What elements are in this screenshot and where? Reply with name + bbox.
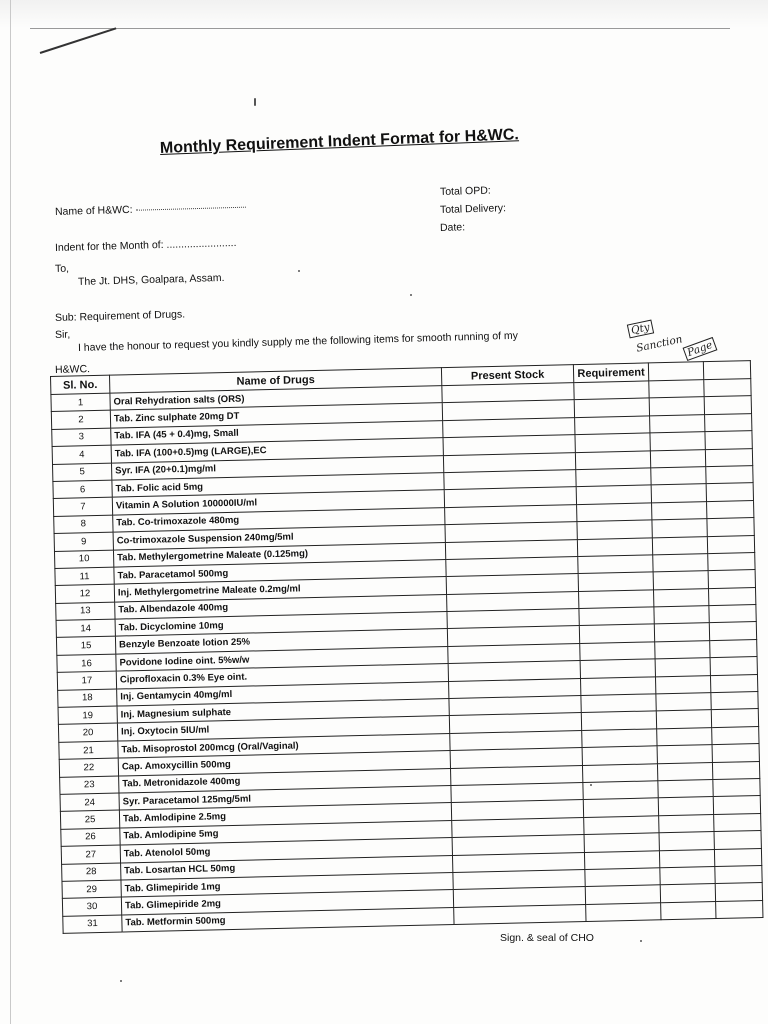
row-drug-name: Tab. Misoprostol 200mcg (Oral/Vaginal) bbox=[118, 733, 450, 758]
row-drug-name: Inj. Oxytocin 5IU/ml bbox=[117, 716, 449, 741]
row-page bbox=[704, 379, 751, 397]
row-sl-no: 29 bbox=[62, 880, 121, 899]
row-requirement bbox=[583, 781, 658, 800]
row-drug-name: Inj. Magnesium sulphate bbox=[117, 699, 449, 724]
row-requirement bbox=[578, 572, 653, 591]
row-qty-sanction bbox=[659, 814, 714, 833]
row-sl-no: 21 bbox=[59, 741, 118, 760]
row-page bbox=[716, 900, 763, 918]
row-page bbox=[713, 778, 760, 796]
row-drug-name: Tab. Metronidazole 400mg bbox=[119, 768, 451, 793]
handwritten-page: Page bbox=[685, 338, 715, 360]
row-drug-name: Tab. Albendazole 400mg bbox=[115, 594, 447, 619]
date-label: Date: bbox=[439, 221, 466, 234]
row-page bbox=[709, 622, 756, 640]
row-page bbox=[710, 674, 757, 692]
row-sl-no: 12 bbox=[55, 584, 114, 603]
row-page bbox=[706, 483, 753, 501]
row-sl-no: 19 bbox=[58, 706, 117, 725]
row-page bbox=[707, 535, 754, 553]
scan-speck bbox=[254, 98, 256, 106]
row-drug-name: Inj. Methylergometrine Maleate 0.2mg/ml bbox=[114, 577, 446, 602]
drug-requirement-table bbox=[50, 360, 763, 934]
row-sl-no: 16 bbox=[57, 654, 116, 673]
row-sl-no: 2 bbox=[51, 411, 110, 430]
row-requirement bbox=[583, 798, 658, 817]
signature-label: Sign. & seal of CHO bbox=[500, 932, 594, 944]
row-sl-no: 15 bbox=[56, 637, 115, 656]
row-requirement bbox=[580, 659, 655, 678]
row-drug-name: Tab. IFA (45 + 0.4)mg, Small bbox=[111, 420, 443, 445]
name-of-hwc-label bbox=[55, 201, 246, 218]
row-sl-no: 23 bbox=[60, 776, 119, 795]
row-drug-name: Povidone Iodine oint. 5%w/w bbox=[116, 646, 448, 671]
row-qty-sanction bbox=[653, 571, 708, 590]
row-page bbox=[708, 570, 755, 588]
row-requirement bbox=[581, 711, 656, 730]
row-drug-name: Oral Rehydration salts (ORS) bbox=[110, 386, 442, 411]
scan-speck bbox=[120, 980, 122, 982]
row-drug-name: Tab. Losartan HCL 50mg bbox=[121, 855, 453, 880]
row-drug-name: Ciprofloxacin 0.3% Eye oint. bbox=[116, 664, 448, 689]
handwritten-qty-note bbox=[627, 320, 654, 339]
row-qty-sanction bbox=[654, 588, 709, 607]
row-sl-no: 17 bbox=[57, 671, 116, 690]
row-qty-sanction bbox=[649, 380, 704, 399]
row-page bbox=[711, 692, 758, 710]
row-requirement bbox=[584, 833, 659, 852]
row-sl-no: 3 bbox=[52, 428, 111, 447]
col-header-requirement: Requirement bbox=[573, 363, 648, 383]
row-requirement bbox=[575, 433, 650, 452]
row-requirement bbox=[574, 398, 649, 417]
row-sl-no: 11 bbox=[55, 567, 114, 586]
row-qty-sanction bbox=[652, 519, 707, 538]
row-drug-name: Cap. Amoxycillin 500mg bbox=[118, 751, 450, 776]
row-sl-no: 1 bbox=[51, 393, 110, 412]
row-requirement bbox=[582, 729, 657, 748]
row-sl-no: 22 bbox=[59, 758, 118, 777]
addressee-text: The Jt. DHS, Goalpara, Assam. bbox=[77, 271, 225, 288]
row-requirement bbox=[576, 468, 651, 487]
row-sl-no: 28 bbox=[62, 863, 121, 882]
row-qty-sanction bbox=[656, 693, 711, 712]
row-drug-name: Tab. Folic acid 5mg bbox=[112, 473, 444, 498]
pen-stroke bbox=[40, 27, 117, 54]
row-requirement bbox=[575, 416, 650, 435]
row-requirement bbox=[585, 885, 660, 904]
row-page bbox=[712, 761, 759, 779]
row-qty-sanction bbox=[656, 710, 711, 729]
row-qty-sanction bbox=[650, 432, 705, 451]
col-header-present-stock: Present Stock bbox=[441, 365, 573, 386]
row-requirement bbox=[584, 816, 659, 835]
row-drug-name: Tab. Glimepiride 1mg bbox=[121, 872, 453, 897]
row-qty-sanction bbox=[660, 884, 715, 903]
row-drug-name: Tab. Paracetamol 500mg bbox=[114, 559, 446, 584]
row-page bbox=[712, 744, 759, 762]
row-sl-no: 13 bbox=[56, 602, 115, 621]
row-sl-no: 30 bbox=[62, 897, 121, 916]
row-sl-no: 26 bbox=[61, 828, 120, 847]
row-qty-sanction bbox=[653, 554, 708, 573]
row-sl-no: 8 bbox=[54, 515, 113, 534]
row-drug-name: Tab. Amlodipine 5mg bbox=[120, 820, 452, 845]
request-body-text: I have the honour to request you kindly supply me the following items for smooth running of my bbox=[77, 329, 519, 354]
row-requirement bbox=[579, 624, 654, 643]
row-requirement bbox=[577, 520, 652, 539]
salutation-text: Sir, bbox=[54, 328, 71, 341]
row-page bbox=[714, 813, 761, 831]
handwritten-qty: Qty bbox=[629, 321, 651, 337]
col-header-qty-sanction bbox=[648, 362, 703, 381]
row-page bbox=[707, 518, 754, 536]
row-page bbox=[713, 796, 760, 814]
row-qty-sanction bbox=[659, 832, 714, 851]
scan-speck bbox=[590, 784, 592, 786]
row-requirement bbox=[584, 850, 659, 869]
row-qty-sanction bbox=[655, 658, 710, 677]
row-sl-no: 18 bbox=[58, 689, 117, 708]
row-present-stock bbox=[454, 904, 586, 924]
row-requirement bbox=[576, 485, 651, 504]
row-drug-name: Benzyle Benzoate lotion 25% bbox=[115, 629, 447, 654]
row-drug-name: Tab. Dicyclomine 10mg bbox=[115, 612, 447, 637]
row-qty-sanction bbox=[660, 866, 715, 885]
row-requirement bbox=[581, 694, 656, 713]
row-page bbox=[704, 396, 751, 414]
scan-left-edge bbox=[10, 0, 11, 1024]
row-qty-sanction bbox=[652, 501, 707, 520]
row-requirement bbox=[577, 503, 652, 522]
scan-top-edge bbox=[30, 28, 730, 29]
row-sl-no: 5 bbox=[52, 463, 111, 482]
row-page bbox=[708, 552, 755, 570]
row-page bbox=[708, 587, 755, 605]
row-drug-name: Tab. IFA (100+0.5)mg (LARGE),EC bbox=[111, 438, 443, 463]
row-drug-name: Tab. Zinc sulphate 20mg DT bbox=[110, 403, 442, 428]
name-of-hwc-text: Name of H&WC: bbox=[54, 203, 133, 218]
row-page bbox=[709, 605, 756, 623]
col-header-sl-no: Sl. No. bbox=[51, 375, 110, 394]
row-drug-name: Tab. Co-trimoxazole 480mg bbox=[113, 507, 445, 532]
row-qty-sanction bbox=[661, 901, 716, 920]
request-body-cont: H&WC. bbox=[54, 363, 91, 376]
row-requirement bbox=[579, 607, 654, 626]
row-sl-no: 10 bbox=[54, 550, 113, 569]
row-qty-sanction bbox=[649, 397, 704, 416]
row-drug-name: Co-trimoxazole Suspension 240mg/5ml bbox=[113, 525, 445, 550]
row-qty-sanction bbox=[654, 606, 709, 625]
row-sl-no: 7 bbox=[53, 497, 112, 516]
row-qty-sanction bbox=[657, 727, 712, 746]
row-requirement bbox=[585, 868, 660, 887]
handwritten-sanction: Sanction bbox=[635, 333, 684, 355]
row-qty-sanction bbox=[651, 484, 706, 503]
row-page bbox=[705, 431, 752, 449]
scan-top-shadow bbox=[0, 0, 768, 28]
scan-speck bbox=[640, 940, 642, 942]
name-handwriting bbox=[135, 199, 245, 211]
row-drug-name: Syr. IFA (20+0.1)mg/ml bbox=[111, 455, 443, 480]
scan-speck bbox=[410, 294, 412, 296]
row-qty-sanction bbox=[654, 623, 709, 642]
row-requirement bbox=[580, 642, 655, 661]
row-qty-sanction bbox=[658, 797, 713, 816]
row-page bbox=[710, 657, 757, 675]
row-sl-no: 31 bbox=[63, 915, 122, 934]
row-qty-sanction bbox=[651, 467, 706, 486]
row-requirement bbox=[582, 763, 657, 782]
row-page bbox=[715, 865, 762, 883]
row-page bbox=[714, 848, 761, 866]
page-title: Monthly Requirement Indent Format for H&WC. bbox=[159, 126, 520, 157]
row-page bbox=[711, 709, 758, 727]
row-page bbox=[707, 500, 754, 518]
row-sl-no: 24 bbox=[60, 793, 119, 812]
row-sl-no: 9 bbox=[54, 532, 113, 551]
row-requirement bbox=[579, 590, 654, 609]
indent-month-label: Indent for the Month of: ........................ bbox=[54, 236, 237, 254]
subject-text: Sub: Requirement of Drugs. bbox=[54, 308, 186, 324]
row-drug-name: Syr. Paracetamol 125mg/5ml bbox=[119, 785, 451, 810]
scan-speck bbox=[298, 270, 300, 272]
row-requirement bbox=[575, 450, 650, 469]
row-qty-sanction bbox=[658, 780, 713, 799]
total-delivery-label: Total Delivery: bbox=[439, 202, 507, 216]
row-page bbox=[710, 639, 757, 657]
row-page bbox=[705, 448, 752, 466]
table-body bbox=[51, 379, 763, 934]
row-sl-no: 25 bbox=[60, 810, 119, 829]
row-sl-no: 20 bbox=[58, 723, 117, 742]
row-drug-name: Tab. Amlodipine 2.5mg bbox=[119, 803, 451, 828]
row-drug-name: Tab. Glimepiride 2mg bbox=[121, 890, 453, 915]
row-requirement bbox=[577, 537, 652, 556]
col-header-page bbox=[703, 361, 750, 380]
row-page bbox=[715, 883, 762, 901]
row-sl-no: 14 bbox=[56, 619, 115, 638]
row-drug-name: Vitamin A Solution 100000IU/ml bbox=[112, 490, 444, 515]
row-requirement bbox=[582, 746, 657, 765]
row-requirement bbox=[580, 676, 655, 695]
row-sl-no: 6 bbox=[53, 480, 112, 499]
row-drug-name: Inj. Gentamycin 40mg/ml bbox=[117, 681, 449, 706]
row-page bbox=[706, 466, 753, 484]
row-sl-no: 27 bbox=[61, 845, 120, 864]
col-header-drug-name: Name of Drugs bbox=[109, 368, 441, 394]
row-requirement bbox=[574, 381, 649, 400]
row-page bbox=[712, 726, 759, 744]
handwritten-page-note bbox=[683, 337, 718, 361]
row-qty-sanction bbox=[659, 849, 714, 868]
row-drug-name: Tab. Atenolol 50mg bbox=[120, 838, 452, 863]
row-qty-sanction bbox=[657, 762, 712, 781]
row-drug-name: Tab. Methylergometrine Maleate (0.125mg) bbox=[113, 542, 445, 567]
row-qty-sanction bbox=[657, 745, 712, 764]
row-requirement bbox=[586, 903, 661, 922]
row-qty-sanction bbox=[655, 640, 710, 659]
row-requirement bbox=[578, 555, 653, 574]
row-qty-sanction bbox=[650, 449, 705, 468]
row-qty-sanction bbox=[652, 536, 707, 555]
row-page bbox=[714, 831, 761, 849]
row-page bbox=[705, 413, 752, 431]
row-qty-sanction bbox=[655, 675, 710, 694]
row-qty-sanction bbox=[650, 414, 705, 433]
to-label: To, bbox=[54, 262, 70, 275]
row-sl-no: 4 bbox=[52, 445, 111, 464]
row-drug-name: Tab. Metformin 500mg bbox=[122, 907, 454, 932]
total-opd-label: Total OPD: bbox=[439, 184, 491, 198]
